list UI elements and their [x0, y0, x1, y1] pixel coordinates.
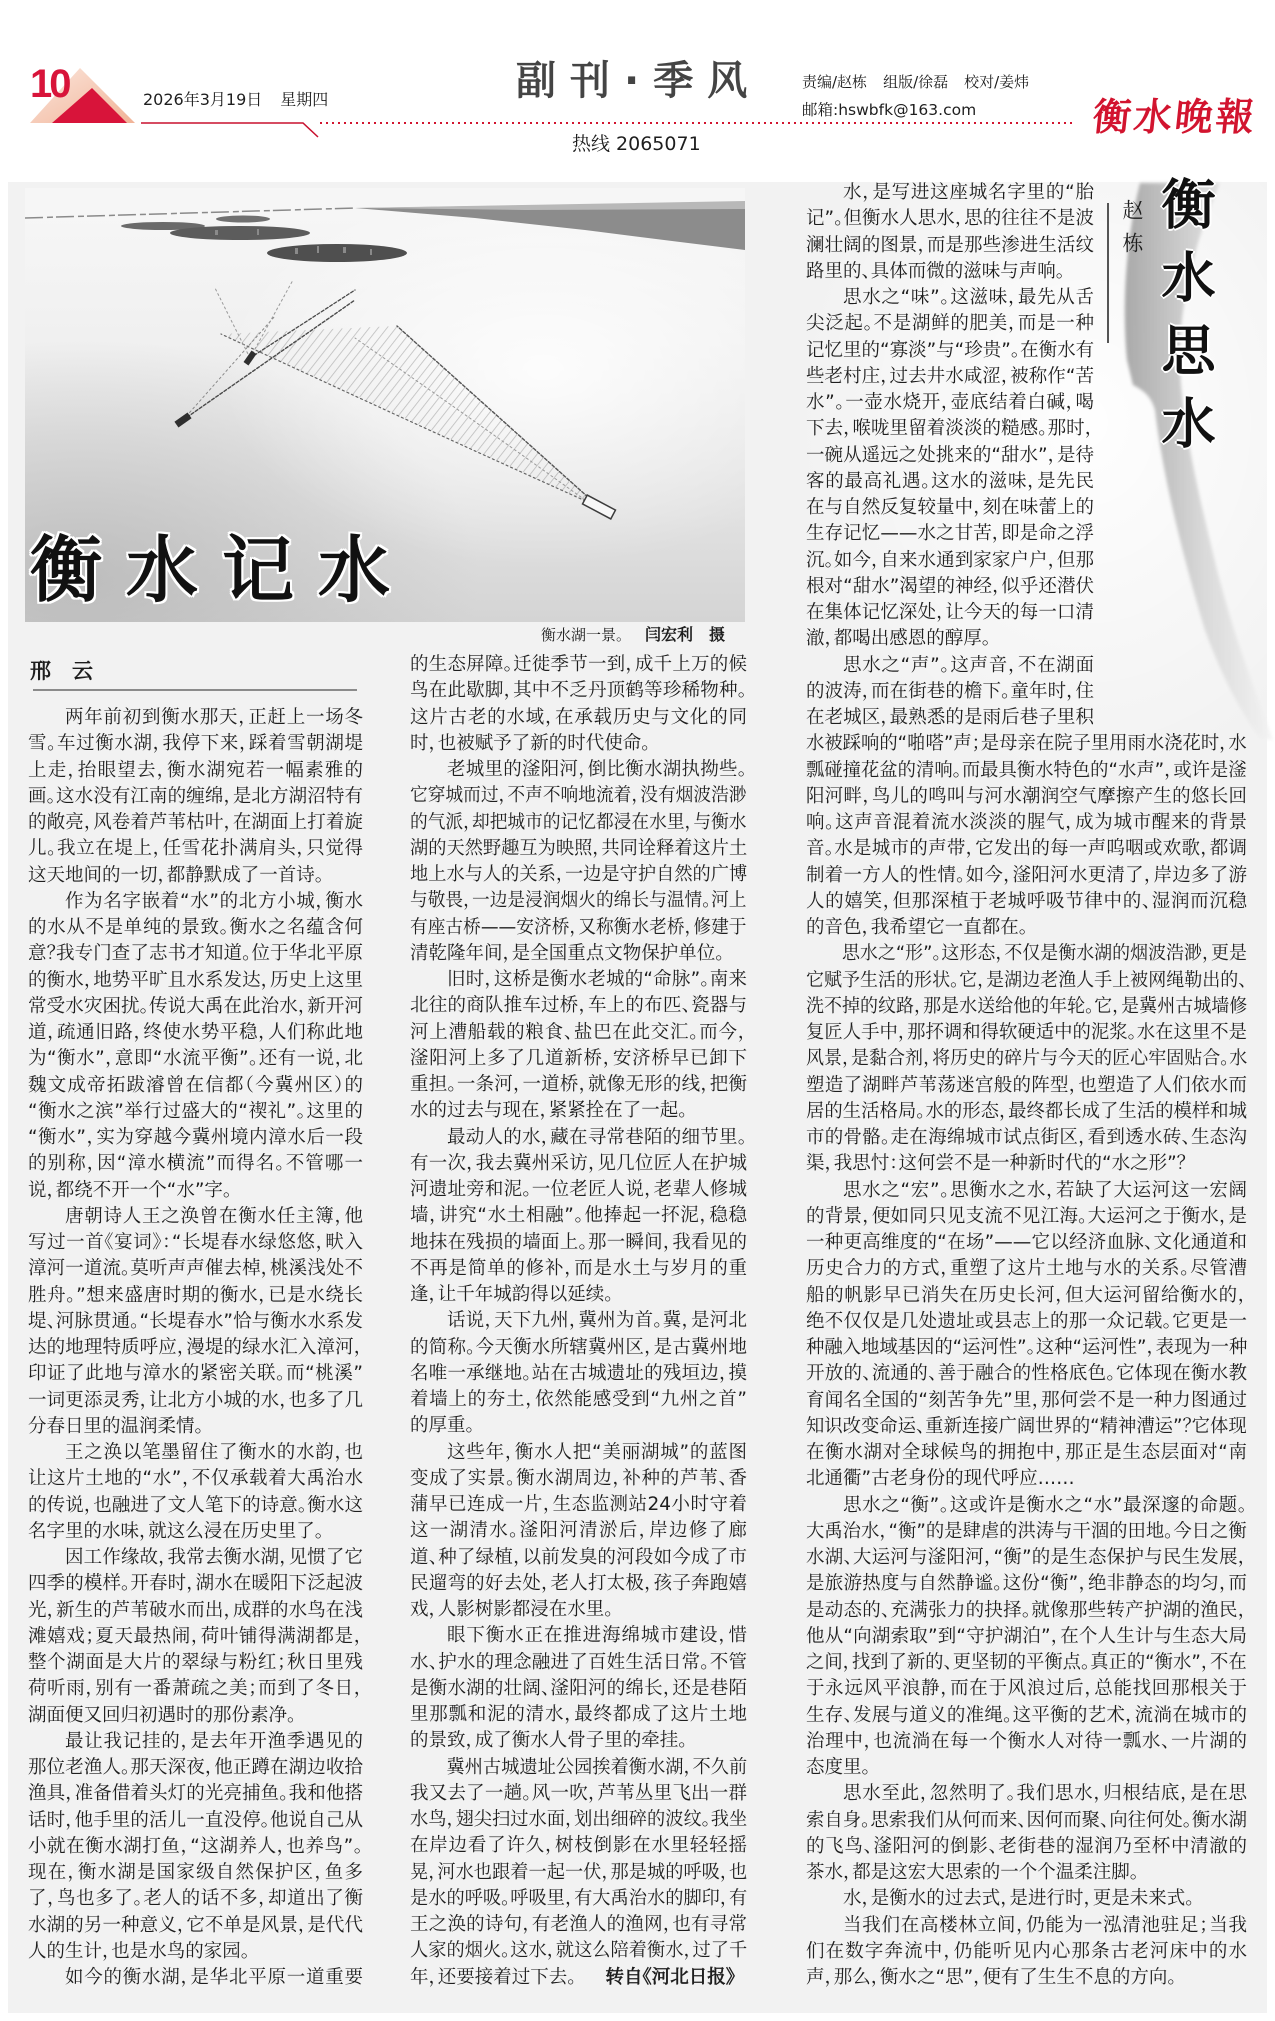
text-line: 道，疏通旧路，终使水势平稳，人们称此地 — [28, 1022, 363, 1043]
text-line: 达的地理特质呼应，漫堤的绿水汇入漳河， — [28, 1337, 363, 1358]
text-line: 绝不仅仅是几处遗址或县志上的那一众记载。它更是一 — [806, 1310, 1247, 1332]
text-line: 的敞亮，风卷着芦苇枯叶，在湖面上打着旋 — [28, 812, 363, 833]
text-line: 复匠人手中，那抔调和得软硬适中的泥浆。水在这里不是 — [806, 1022, 1248, 1043]
text-line: 儿。我立在堤上，任雪花扑满肩头，只觉得 — [28, 838, 363, 860]
text-line: 渔具，准备借着头灯的光亮捕鱼。我和他搭 — [28, 1783, 363, 1805]
text-line: 里那瓢和泥的清水，最终都成了这片土地 — [410, 1704, 747, 1725]
text-line: 唐朝诗人王之涣曾在衡水任主簿，他 — [65, 1205, 363, 1227]
text-line: 大禹治水，“衡”的是肆虐的洪涛与干涸的田地。今日之衡 — [806, 1520, 1247, 1542]
article-source: 转自《河北日报》 — [605, 1966, 735, 1988]
text-line: 记忆里的“寡淡”与“珍贵”。在衡水有 — [806, 339, 1095, 361]
text-line: 了，鸟也多了。老人的话不多，却道出了衡 — [28, 1888, 363, 1910]
text-line: 老城里的滏阳河，倒比衡水湖执拗些。 — [447, 759, 747, 780]
text-line: 清乾隆年间，是全国重点文物保护单位。 — [410, 942, 725, 964]
text-line: 沉。如今，自来水通到家家户户，但那 — [806, 549, 1094, 571]
text-line: 堤、河脉贯通。“长堤春水”恰与衡水水系发 — [28, 1310, 363, 1332]
text-line: 道、种了绿植，以前发臭的河段如今成了市 — [410, 1546, 747, 1568]
text-line: 塑造了湖畔芦苇荡迷宫般的阵型，也塑造了人们依水而 — [806, 1074, 1247, 1096]
text-line: 话说，天下九州，冀州为首。冀，是河北 — [447, 1310, 747, 1332]
right-article-author: 赵栋 — [1120, 199, 1144, 265]
text-line: 两年前初到衡水那天，正赶上一场冬 — [65, 707, 363, 728]
text-line: 的生态屏障。迁徙季节一到，成千上万的候 — [410, 654, 747, 675]
text-line: 的背景，便如同只见支流不见江海。大运河之于衡水，是 — [806, 1205, 1247, 1227]
right-article-title: 衡水思水 — [1153, 176, 1217, 468]
text-line: 滩嬉戏；夏天最热闹，荷叶铺得满湖都是， — [28, 1625, 363, 1647]
text-line: 于永远风平浪静，而在于风浪过后，总能找回那根关于 — [806, 1678, 1247, 1700]
text-line: 逢，让千年城韵得以延续。 — [410, 1284, 614, 1305]
text-line: 居的生活格局。水的形态，最终都长成了生活的模样和城 — [806, 1100, 1248, 1122]
left-article-title: 衡水记水 — [30, 527, 415, 612]
sky — [25, 188, 745, 204]
text-line: 这些年，衡水人把“美丽湖城”的蓝图 — [447, 1441, 747, 1463]
text-line: 水鸟，翅尖扫过水面，划出细碎的波纹。我坐 — [410, 1809, 748, 1830]
text-line: 小就在衡水湖打鱼，“这湖养人，也养鸟”。 — [28, 1835, 363, 1857]
text-line: 旧时，这桥是衡水老城的“命脉”。南来 — [447, 969, 747, 990]
text-line: 是衡水湖的壮阔、滏阳河的绵长，还是巷陌 — [410, 1677, 747, 1699]
text-line: 眼下衡水正在推进海绵城市建设，惜 — [447, 1625, 747, 1647]
text-line: 水湖的另一种意义，它不单是风景，是代代 — [28, 1914, 363, 1936]
text-line: 意？我专门查了志书才知道。位于华北平原 — [28, 943, 363, 965]
text-line: 说，都绕不开一个“水”字。 — [28, 1179, 233, 1201]
page-number: 10 — [30, 62, 69, 106]
text-line: 因工作缘故，我常去衡水湖，见惯了它 — [65, 1547, 363, 1568]
text-line: 当我们在高楼林立间，仍能为一泓清池驻足；当我 — [843, 1914, 1247, 1936]
text-line: 的水从不是单纯的景致。衡水之名蕴含何 — [28, 917, 363, 938]
text-line: 们在数字奔流中，仍能听见内心那条古老河床中的水 — [806, 1940, 1247, 1962]
dotted-divider — [320, 122, 1075, 124]
text-line: 水，是写进这座城名字里的“胎 — [843, 182, 1094, 203]
credit-editor: 责编/赵栋 — [802, 73, 868, 91]
text-line: 上走，抬眼望去，衡水湖宛若一幅素雅的 — [28, 759, 363, 781]
hotline: 热线 2065071 — [572, 133, 701, 155]
text-line: 如今的衡水湖，是华北平原一道重要 — [65, 1967, 363, 1988]
text-line: 名字里的水味，就这么浸在历史里了。 — [28, 1520, 325, 1542]
text-line: 年，还要接着过下去。 — [410, 1966, 577, 1988]
text-line: 在老城区，最熟悉的是雨后巷子里积 — [806, 707, 1094, 728]
text-line: 响。这声音混着流水淡淡的腥气，成为城市醒来的背景 — [806, 812, 1247, 833]
text-line: 渠，我思忖：这何尝不是一种新时代的“水之形”？ — [806, 1153, 1186, 1175]
island — [216, 216, 270, 223]
text-line: 历史合力的方式，重塑了这片土地与水的关系。尽管漕 — [806, 1258, 1247, 1280]
text-line: 它穿城而过，不声不响地流着，没有烟波浩渺 — [410, 785, 747, 807]
text-line: 思水之“衡”。这或许是衡水之“水”最深邃的命题。 — [843, 1494, 1247, 1516]
text-line: 水被踩响的“啪嗒”声；是母亲在院子里用雨水浇花时，水 — [806, 733, 1247, 755]
text-line: 那位老渔人。那天深夜，他正蹲在湖边收拾 — [28, 1757, 363, 1778]
text-line: 王之涣以笔墨留住了衡水的水韵，也 — [65, 1442, 363, 1463]
editor-credits — [802, 72, 1045, 92]
text-line: 思水之“声”。这声音，不在湖面 — [843, 654, 1094, 676]
text-line: 的波涛，而在街巷的檐下。童年时，住 — [806, 680, 1094, 702]
text-line: “衡水之滨”举行过盛大的“禊礼”。这里的 — [28, 1100, 363, 1122]
text-line: 路里的、具体而微的滋味与声响。 — [806, 260, 1066, 282]
text-line: 重担。一条河，一道桥，就像无形的线，把衡 — [410, 1074, 747, 1095]
text-line: 他从“向湖索取”到“守护湖泊”，在个人生计与生态大局 — [806, 1625, 1247, 1647]
text-line: 滏阳河上多了几道新桥，安济桥早已卸下 — [410, 1047, 747, 1069]
author-underline — [33, 689, 357, 691]
text-line: 在与自然反复较量中，刻在味蕾上的 — [806, 497, 1094, 518]
text-line: 些老村庄，过去井水咸涩，被称作“苦 — [806, 365, 1094, 387]
island — [170, 226, 310, 240]
text-line: 是旅游热度与自然静谧。这份“衡”，绝非静态的均匀，而 — [806, 1573, 1247, 1595]
text-line: 雪。车过衡水湖，我停下来，踩着雪朝湖堤 — [28, 733, 363, 755]
text-line: 民遛弯的好去处，老人打太极，孩子奔跑嬉 — [410, 1572, 747, 1594]
text-line: 记”。但衡水人思水，思的往往不是波 — [806, 208, 1094, 230]
text-line: 整个湖面是大片的翠绿与粉红；秋日里残 — [28, 1652, 363, 1673]
text-line: 是动态的、充满张力的抉择。就像那些转产护湖的渔民， — [806, 1599, 1247, 1621]
text-line: 的厚重。 — [410, 1415, 475, 1437]
text-line: 让这片土地的“水”，不仅承载着大禹治水 — [28, 1468, 363, 1490]
text-line: 生存记忆——水之甘苦，即是命之浮 — [806, 523, 1094, 545]
text-line: 开放的、流通的、善于融合的性格底色。它体现在衡水教 — [806, 1363, 1247, 1385]
header-rule — [141, 123, 318, 137]
date-text: 2026年3月19日 — [143, 90, 263, 109]
text-line: 王之涣的诗句，有老渔人的渔网，也有寻常 — [410, 1914, 747, 1935]
left-article-column-1 — [28, 705, 363, 1991]
text-line: 这天地间的一切，都静默成了一首诗。 — [28, 864, 325, 886]
text-line: 人家的烟火。这水，就这么陪着衡水，过了千 — [410, 1940, 748, 1962]
photo-caption-text: 衡水湖一景。 — [540, 626, 631, 644]
text-line: 船的帆影早已消失在历史长河，但大运河留给衡水的， — [806, 1284, 1247, 1306]
text-line: 的气派，却把城市的记忆都浸在水里，与衡水 — [410, 811, 747, 833]
text-line: 种融入地域基因的“运河性”。这种“运河性”，表现为一种 — [806, 1337, 1248, 1358]
text-line: 风景，是黏合剂，将历史的碎片与今天的匠心牢固贴合。水 — [806, 1048, 1248, 1070]
text-line: 的简称。今天衡水所辖冀州区，是古冀州地 — [410, 1336, 747, 1358]
text-line: 的传说，也融进了文人笔下的诗意。衡水这 — [28, 1494, 363, 1516]
text-line: 水、护水的理念融进了百姓生活日常。不管 — [410, 1651, 747, 1673]
text-line: 的别称，因“漳水横流”而得名。不管哪一 — [28, 1153, 363, 1175]
text-line: 荷听雨，别有一番萧疏之美；而到了冬日， — [28, 1678, 363, 1700]
text-line: 现在，衡水湖是国家级自然保护区，鱼多 — [28, 1862, 363, 1883]
text-line: 四季的模样。开春时，湖水在暖阳下泛起波 — [28, 1573, 363, 1595]
text-line: 话时，他手里的活儿一直没停。他说自己从 — [28, 1809, 363, 1831]
weekday-text: 星期四 — [280, 90, 329, 109]
text-line: 茶水，都是这宏大思索的一个个温柔注脚。 — [806, 1862, 1140, 1883]
text-line: 的音色，我希望它一直都在。 — [806, 917, 1029, 938]
text-line: 在岸边看了许久，树枝倒影在水里轻轻摇 — [410, 1835, 747, 1857]
text-line: 光，新生的芦苇破水而出，成群的水鸟在浅 — [28, 1599, 363, 1621]
text-line: 最动人的水，藏在寻常巷陌的细节里。 — [447, 1126, 747, 1148]
left-article-column-2 — [410, 652, 747, 1991]
text-line: 作为名字嵌着“水”的北方小城，衡水 — [65, 890, 363, 912]
text-line: 晃，河水也跟着一起一伏，那是城的呼吸，也 — [410, 1861, 748, 1883]
text-line: 澈，都喝出感恩的醇厚。 — [806, 628, 992, 650]
text-line: 一词更添灵秀，让北方小城的水，也多了几 — [28, 1389, 363, 1411]
text-line: 地上水与人的关系，一边是守护自然的广博 — [410, 864, 748, 885]
text-line: 市的骨骼。走在海绵城市试点街区，看到透水砖、生态沟 — [806, 1127, 1247, 1148]
text-line: “衡水”，实为穿越今冀州境内漳水后一段 — [28, 1127, 363, 1148]
text-line: 水的过去与现在，紧紧拴在了一起。 — [410, 1100, 688, 1122]
text-line: 时，也被赋予了新的时代使命。 — [410, 732, 651, 754]
text-line: 漳河一道流。莫听声声催去棹，桃溪浅处不 — [28, 1258, 363, 1280]
text-line: 的景致，成了衡水人骨子里的牵挂。 — [410, 1730, 688, 1752]
text-line: 变成了实景。衡水湖周边，补种的芦苇、香 — [410, 1467, 747, 1489]
text-line: 墙，讲究“水土相融”。他捧起一抔泥，稳稳 — [410, 1205, 747, 1227]
text-line: 思水之“宏”。思衡水之水，若缺了大运河这一宏阔 — [843, 1179, 1247, 1201]
text-line: 态度里。 — [806, 1757, 871, 1778]
text-line: 的飞鸟、滏阳河的倒影、老街巷的湿润乃至杯中清澈的 — [806, 1835, 1247, 1857]
text-line: 写过一首《宴词》：“长堤春水绿悠悠，畎入 — [28, 1232, 363, 1253]
text-line: 不再是简单的修补，而是水土与岁月的重 — [410, 1257, 747, 1279]
photo-credit: 闫宏利 摄 — [644, 625, 725, 644]
text-line: 的衡水，地势平旷且水系发达，历史上这里 — [28, 969, 363, 991]
text-line: 之间，找到了新的、更坚韧的平衡点。真正的“衡水”，不在 — [806, 1652, 1247, 1673]
text-line: 客的最高礼遇。这水的滋味，是先民 — [806, 470, 1094, 492]
photo-caption — [470, 624, 725, 646]
text-line: 知识改变命运、重新连接广阔世界的“精神漕运”？它体现 — [806, 1415, 1247, 1437]
island — [267, 244, 407, 262]
text-line: 一碗从遥远之处挑来的“甜水”，是待 — [806, 444, 1094, 466]
text-line: 是水的呼吸。呼吸里，有大禹治水的脚印，有 — [410, 1887, 748, 1909]
right-article-body — [806, 180, 1247, 1991]
credit-proofreader: 校对/姜炜 — [964, 73, 1030, 91]
text-line: 与敬畏，一边是浸润烟火的绵长与温情。河上 — [410, 890, 747, 912]
text-line: 制着一方人的性情。如今，滏阳河水更清了，岸边多了游 — [806, 864, 1247, 886]
text-line: 音。水是城市的声带，它发出的每一声呜咽或欢歌，都调 — [806, 838, 1247, 860]
text-line: 在衡水湖对全球候鸟的拥抱中，那正是生态层面对“南 — [806, 1442, 1247, 1463]
text-line: 画。这水没有江南的缠绵，是北方湖沼特有 — [28, 785, 363, 807]
text-line: 人的嬉笑，但那深植于老城呼吸节律中的、湿润而沉稳 — [806, 890, 1247, 912]
text-line: 这片古老的水域，在承载历史与文化的同 — [410, 706, 747, 728]
credit-layout: 组版/徐磊 — [883, 73, 949, 91]
text-line: 澜壮阔的图景，而是那些渗进生活纹 — [806, 234, 1094, 256]
text-line: 鸟在此歇脚，其中不乏丹顶鹤等珍稀物种。 — [410, 680, 747, 702]
text-line: 着墙上的夯土，依然能感受到“九州之首” — [410, 1389, 747, 1410]
text-line: 尖泛起。不是湖鲜的肥美，而是一种 — [806, 313, 1094, 335]
text-line: 蒲早已连成一片，生态监测站24小时守着 — [410, 1494, 747, 1515]
text-line: 胜舟。”想来盛唐时期的衡水，已是水绕长 — [28, 1284, 363, 1306]
text-line: 常受水灾困扰。传说大禹在此治水，新开河 — [28, 995, 363, 1017]
right-article-wide-block — [806, 731, 1247, 1991]
text-line: 戏，人影树影都浸在水里。 — [410, 1599, 614, 1620]
text-line: 水”。一壶水烧开，壶底结着白碱，喝 — [806, 392, 1094, 413]
text-line: 索自身。思索我们从何而来、因何而聚、向往何处。衡水湖 — [806, 1809, 1248, 1831]
text-line: 地抹在残损的墙面上。那一瞬间，我看见的 — [410, 1231, 747, 1253]
text-line: 它赋予生活的形状。它，是湖边老渔人手上被网绳勒出的、 — [806, 969, 1248, 991]
text-line: 育闻名全国的“刻苦争先”里，那何尝不是一种力图通过 — [806, 1389, 1247, 1411]
text-line: 这一湖清水。滏阳河清淤后，岸边修了廊 — [410, 1520, 747, 1542]
text-line: 河上漕船载的粮食、盐巴在此交汇。而今， — [410, 1021, 747, 1043]
text-line: 根对“甜水”渴望的神经，似乎还潜伏 — [806, 575, 1094, 597]
text-line: 阳河畔，鸟儿的鸣叫与河水潮润空气摩擦产生的悠长回 — [806, 785, 1247, 807]
text-line: 冀州古城遗址公园挨着衡水湖，不久前 — [446, 1756, 748, 1778]
text-line: 为“衡水”，意即“水流平衡”。还有一说，北 — [28, 1048, 363, 1070]
text-line: 瓢碰撞花盆的清响。而最具衡水特色的“水声”，或许是滏 — [806, 759, 1247, 781]
text-line: 有一次，我去冀州采访，见几位匠人在护城 — [410, 1152, 747, 1174]
text-line: 印证了此地与漳水的紧密关联。而“桃溪” — [28, 1363, 363, 1385]
newspaper-logo: 衡水晚報 — [1090, 94, 1260, 139]
section-title: 副刊·季风 — [516, 58, 762, 104]
text-line: 生存、发展与道义的准绳。这平衡的艺术，流淌在城市的 — [806, 1704, 1247, 1726]
text-line: 河遗址旁和泥。一位老匠人说，老辈人修城 — [410, 1179, 747, 1200]
text-line: 下去，喉咙里留着淡淡的糙感。那时， — [806, 418, 1094, 440]
issue-date — [143, 90, 328, 110]
text-line: 有座古桥——安济桥，又称衡水老桥，修建于 — [410, 916, 747, 938]
email-address[interactable]: 邮箱:hswbfk@163.com — [802, 101, 977, 119]
text-line: 一种更高维度的“在场”——它以经济血脉、文化通道和 — [806, 1232, 1247, 1253]
text-line: 名唯一承继地。站在古城遗址的残垣边，摸 — [410, 1362, 747, 1384]
text-line: 湖面便又回归初遇时的那份素净。 — [28, 1704, 297, 1726]
left-article-author: 邢 云 — [30, 659, 93, 683]
right-article-narrow-block — [806, 180, 1094, 731]
text-line: 魏文成帝拓跋濬曾在信都（今冀州区）的 — [28, 1074, 363, 1096]
text-line: 水，是衡水的过去式，是进行时，更是未来式。 — [843, 1888, 1195, 1910]
text-line: 水湖、大运河与滏阳河，“衡”的是生态保护与民生发展， — [806, 1547, 1247, 1568]
text-line: 分春日里的温润柔情。 — [28, 1415, 204, 1437]
text-line: 思水之“味”。这滋味，最先从舌 — [843, 287, 1094, 308]
text-line: 思水之“形”。这形态，不仅是衡水湖的烟波浩渺，更是 — [841, 943, 1247, 965]
text-line: 治理中，也流淌在每一个衡水人对待一瓢水、一片湖的 — [806, 1730, 1247, 1752]
text-line: 在集体记忆深处，让今天的每一口清 — [806, 602, 1094, 623]
text-line: 思水至此，忽然明了。我们思水，归根结底，是在思 — [843, 1783, 1247, 1805]
text-line: 湖的天然野趣互为映照，共同诠释着这片土 — [410, 837, 748, 859]
text-line: 声，那么，衡水之“思”，便有了生生不息的方向。 — [806, 1967, 1177, 1988]
text-line: 最让我记挂的，是去年开渔季遇见的 — [65, 1730, 363, 1752]
text-line: 北通衢”古老身份的现代呼应…… — [806, 1468, 1075, 1490]
text-line: 洗不掉的纹路，那是水送给他的年轮。它，是冀州古城墙修 — [806, 995, 1248, 1017]
text-line: 我又去了一趟。风一吹，芦苇丛里飞出一群 — [410, 1782, 747, 1804]
text-line: 人的生计，也是水鸟的家园。 — [28, 1940, 251, 1962]
text-line: 北往的商队推车过桥，车上的布匹、瓷器与 — [410, 995, 747, 1017]
